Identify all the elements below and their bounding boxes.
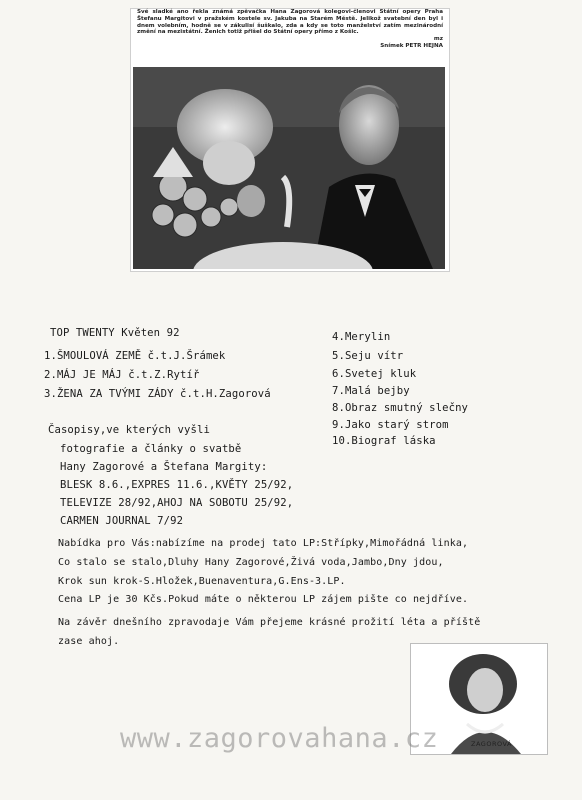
chart-item-8: 8.Obraz smutný slečny (332, 402, 469, 414)
wedding-photo-image (133, 67, 445, 269)
magazines-line-6: CARMEN JOURNAL 7/92 (60, 515, 184, 527)
clipping-caption (137, 9, 443, 50)
wedding-photo (133, 67, 445, 269)
chart-item-1: 1.ŠMOULOVÁ ZEMĚ č.t.J.Šrámek (44, 350, 226, 362)
chart-item-2: 2.MÁJ JE MÁJ č.t.Z.Rytíř (44, 369, 200, 381)
caption-initials: mz (433, 36, 443, 43)
chart-item-3: 3.ŽENA ZA TVÝMI ZÁDY č.t.H.Zagorová (44, 388, 271, 400)
caption-credit-line (137, 36, 443, 50)
chart-item-7: 7.Malá bejby (332, 385, 410, 397)
caption-text: Své sladké ano řekla známá zpěvačka Hana Zagorová kolegovi-členovi Státní opery Praha Štefanu Margitovi v pražském kostele sv. Jakuba na Starém Městě. Jelikož svatební den byl i dnem volebním, hodně se v zákulisí šuškalo, zda a kdy se toto manželství zatím mezinárodní změní na mezistátní. Ženich totiž přišel do Státní opery přímo z Košic. (137, 9, 443, 36)
magazines-line-1: Časopisy,ve kterých vyšli (48, 424, 210, 436)
offer-line-1: Nabídka pro Vás:nabízíme na prodej tato LP:Střípky,Mimořádná linka, (58, 538, 469, 549)
chart-item-10: 10.Biograf láska (332, 435, 436, 447)
chart-item-6: 6.Svetej kluk (332, 368, 417, 380)
photo-credit: Snímek PETR HEJNA (380, 42, 443, 49)
newspaper-clipping (130, 8, 450, 272)
chart-item-4: 4.Merylin (332, 331, 391, 343)
closing-line-2: zase ahoj. (58, 636, 120, 647)
magazines-line-5: TELEVIZE 28/92,AHOJ NA SOBOTU 25/92, (60, 497, 294, 509)
closing-line-1: Na závěr dnešního zpravodaje Vám přejeme krásné prožití léta a příště (58, 617, 481, 628)
website-watermark: www.zagorovahana.cz (120, 723, 439, 754)
offer-line-2: Co stalo se stalo,Dluhy Hany Zagorové,Živá voda,Jambo,Dny jdou, (58, 557, 444, 568)
offer-line-3: Krok sun krok-S.Hložek,Buenaventura,G.Ens-3.LP. (58, 576, 346, 587)
chart-item-9: 9.Jako starý strom (332, 419, 449, 431)
top-twenty-heading: TOP TWENTY Květen 92 (50, 327, 180, 339)
offer-line-4: Cena LP je 30 Kčs.Pokud máte o některou LP zájem pište co nejdříve. (58, 594, 469, 605)
chart-item-5: 5.Seju vítr (332, 350, 404, 362)
magazines-line-2: fotografie a články o svatbě (60, 443, 242, 455)
magazines-line-4: BLESK 8.6.,EXPRES 11.6.,KVĚTY 25/92, (60, 479, 294, 491)
portrait-caption: ZAGOROVÁ (471, 740, 512, 748)
magazines-line-3: Hany Zagorové a Štefana Margity: (60, 461, 268, 473)
